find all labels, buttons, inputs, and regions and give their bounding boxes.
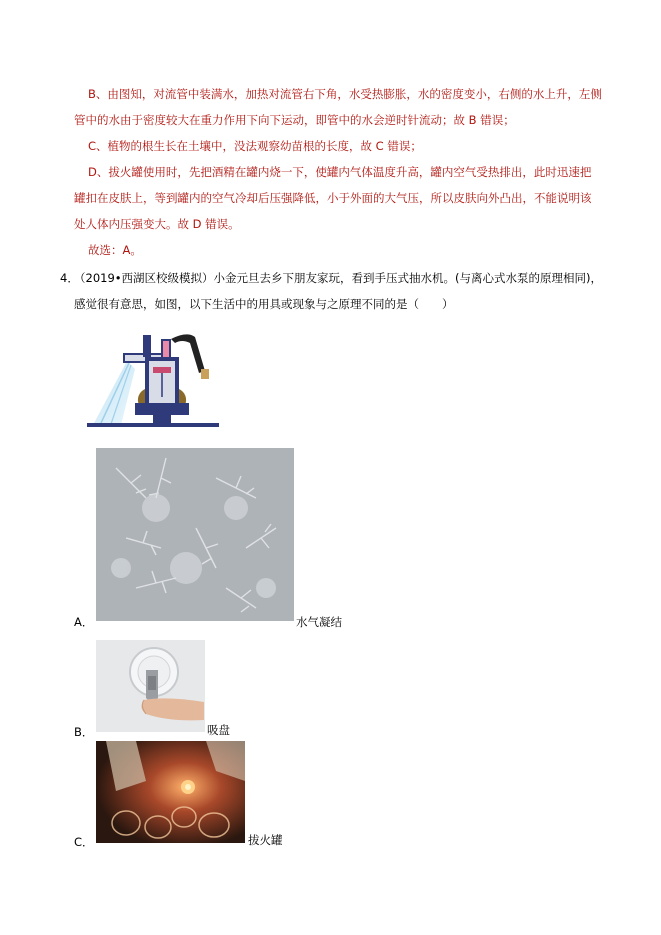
explanation-c-line: C、植物的根生长在土壤中，没法观察幼苗根的长度，故 C 错误；	[88, 139, 422, 153]
frost-crystals-icon	[96, 448, 294, 621]
question-line2: 感觉很有意思，如图，以下生活中的用具或现象与之原理不同的是（ ）	[74, 297, 454, 311]
option-c-caption: 拔火罐	[248, 833, 283, 847]
suction-cup-photo	[96, 640, 205, 732]
option-b-label: B．	[74, 725, 94, 739]
question-number: 4．	[60, 271, 79, 285]
option-b-caption: 吸盘	[207, 723, 230, 737]
cupping-icon	[96, 741, 245, 843]
explanation-d-line3: 处人体内压强变大。故 D 错误。	[74, 217, 240, 231]
explanation-d-line2: 罐扣在皮肤上，等到罐内的空气冷却后压强降低，小于外面的大气压，所以皮肤向外凸出，不能说明该	[74, 191, 592, 205]
option-c-label: C．	[74, 835, 94, 849]
frost-photo	[96, 448, 294, 621]
question-line1: （2019•西湖区校级模拟）小金元旦去乡下朋友家玩，看到手压式抽水机。(与离心式水泵的原理相同)，	[74, 271, 603, 285]
cupping-photo	[96, 741, 245, 843]
answer-line: 故选：A。	[88, 243, 142, 257]
option-a-label: A．	[74, 615, 94, 629]
explanation-b-line1: B、由图知，对流管中装满水，加热对流管右下角，水受热膨胀，水的密度变小，右侧的水上升，左侧	[88, 87, 602, 101]
suction-cup-icon	[96, 640, 205, 732]
explanation-d-line1: D、拔火罐使用时，先把酒精在罐内烧一下，使罐内气体温度升高，罐内空气受热排出，此时迅速把	[88, 165, 592, 179]
explanation-b-line2: 管中的水由于密度较大在重力作用下向下运动，即管中的水会逆时针流动；故 B 错误；	[74, 113, 515, 127]
option-a-caption: 水气凝结	[296, 615, 342, 629]
hand-pump-illustration	[87, 327, 219, 433]
hand-pump-icon	[87, 327, 219, 433]
